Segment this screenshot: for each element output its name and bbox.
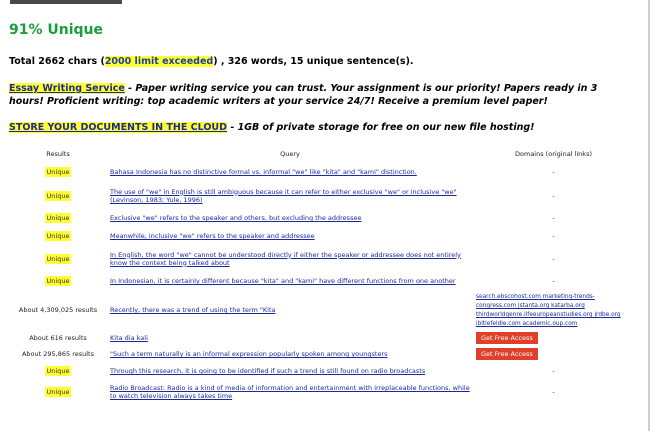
stats-prefix: Total 2662 chars ( [9,56,105,67]
domain-cell: - [552,168,555,176]
table-row [9,272,634,290]
table-row [9,162,634,182]
table-row [9,330,634,346]
get-free-access-button[interactable]: Get Free Access [476,348,538,360]
domain-cell: - [552,232,555,240]
results-table [9,148,634,404]
text-stats [9,56,414,67]
table-row [9,362,634,380]
query-link[interactable]: Radio Broadcast: Radio is a kind of media of information and entertainment with irreplaceable functions, while to watch television always takes time [110,384,470,400]
unique-badge: Unique [46,214,70,222]
domain-cell: - [552,191,555,200]
query-link[interactable]: Meanwhile, inclusive "we" refers to the speaker and addressee [110,232,315,240]
uniqueness-score: 91% Unique [9,22,104,38]
header-domains: Domains (original links) [515,150,592,158]
table-row [9,182,634,209]
table-row [9,290,634,330]
ad-essay-text: - Paper writing service you can trust. Your assignment is our priority! Papers ready in 3 hours! Proficient writing: top academic writers at your service 24/7! Receive a premium level paper! [9,83,598,107]
domain-cell: - [552,388,555,396]
unique-badge: Unique [46,388,70,396]
query-link[interactable]: Bahasa Indonesia has no distinctive formal vs. informal "we" like "kita" and "kami" distinction. [110,168,417,176]
result-count: About 616 results [29,334,87,342]
query-link[interactable]: Kita dia kali [110,334,148,342]
domain-cell: - [552,277,555,285]
stats-suffix: ) , 326 words, 15 unique sentence(s). [213,56,414,67]
query-link[interactable]: Recently, there was a trend of using the term "Kita [110,306,276,314]
active-tab-indicator[interactable] [10,0,122,4]
unique-badge: Unique [46,367,70,375]
query-link[interactable]: Exclusive "we" refers to the speaker and others, but excluding the addressee [110,214,362,222]
ad-essay-writing [9,82,634,108]
ad-cloud-storage [9,121,634,134]
unique-badge: Unique [46,168,70,176]
result-count: About 295,865 results [21,350,94,358]
limit-exceeded-badge: 2000 limit exceeded [104,56,214,67]
query-link[interactable]: In English, the word "we" cannot be understood directly if either the speaker or addressee does not entirely know the context being talked about [110,250,461,267]
unique-badge: Unique [46,232,70,240]
query-link[interactable]: In Indonesian, it is certainly different because "kita" and "kami" have different functions from one another [110,277,456,285]
query-link[interactable]: "Such a term naturally is an informal expression popularly spoken among youngsters [110,350,388,358]
ad-cloud-text: - 1GB of private storage for free on our new file hosting! [227,122,535,133]
result-count: About 4,309,025 results [18,306,98,314]
domain-cell: - [552,254,555,263]
unique-badge: Unique [46,191,70,200]
unique-badge: Unique [46,277,70,285]
get-free-access-button[interactable]: Get Free Access [476,332,538,344]
table-header-row [9,148,634,162]
table-row [9,227,634,245]
cloud-storage-link[interactable]: STORE YOUR DOCUMENTS IN THE CLOUD [9,122,228,133]
header-results: Results [46,150,70,158]
domain-cell: - [552,367,555,375]
table-row [9,209,634,227]
table-row [9,380,634,404]
unique-badge: Unique [46,254,70,263]
table-row [9,245,634,272]
domain-cell: - [552,214,555,222]
query-link[interactable]: Through this research, it is going to be identified if such a trend is still found on radio broadcasts [110,367,426,375]
essay-writing-service-link[interactable]: Essay Writing Service [9,83,125,94]
header-query: Query [280,150,300,158]
browser-top-strip [0,0,650,4]
table-row [9,346,634,362]
query-link[interactable]: The use of "we" in English is still ambiguous because it can refer to either exclusive "we" or inclusive "we" (Levinson, 1983; Yule, 1996) [110,187,457,204]
domain-links[interactable]: search.ebscohost.com marketing-trends-congress.com jstanta.org katarba.org thirdworldgenre.lifeeuropeanstudies.org jrdbe.org ibitlefeldle.com academic.oup.com [476,294,621,327]
